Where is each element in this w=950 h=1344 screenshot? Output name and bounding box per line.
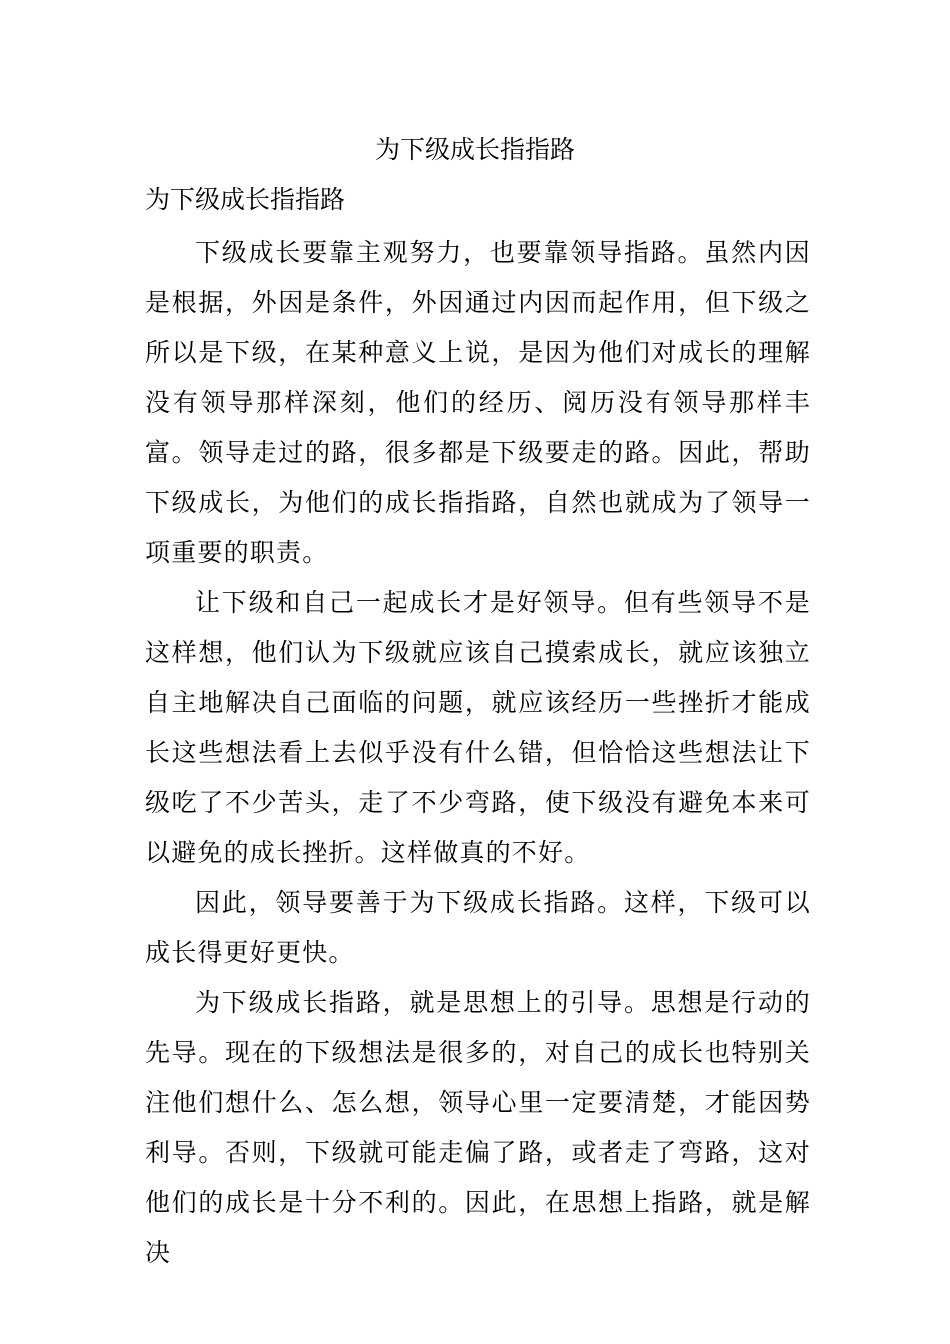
document-body xyxy=(145,228,811,1278)
document-subtitle: 为下级成长指指路 xyxy=(145,185,346,214)
paragraph-2: 让下级和自己一起成长才是好领导。但有些领导不是这样想，他们认为下级就应该自己摸索成长，就应该独立自主地解决自己面临的问题，就应该经历一些挫折才能成长这些想法看上去似乎没有什么错，但恰恰这些想法让下级吃了不少苦头，走了不少弯路，使下级没有避免本来可以避免的成长挫折。这样做真的不好。 xyxy=(145,588,811,867)
document-title: 为下级成长指指路 xyxy=(374,135,575,164)
paragraph-4: 为下级成长指路，就是思想上的引导。思想是行动的先导。现在的下级想法是很多的，对自己的成长也特别关注他们想什么、怎么想，领导心里一定要清楚，才能因势利导。否则，下级就可能走偏了路，或者走了弯路，这对他们的成长是十分不利的。因此，在思想上指路，就是解决 xyxy=(145,988,811,1267)
paragraph-1: 下级成长要靠主观努力，也要靠领导指路。虽然内因是根据，外因是条件，外因通过内因而起作用，但下级之所以是下级，在某种意义上说，是因为他们对成长的理解没有领导那样深刻，他们的经历、阅历没有领导那样丰富。领导走过的路，很多都是下级要走的路。因此，帮助下级成长，为他们的成长指指路，自然也就成为了领导一项重要的职责。 xyxy=(145,238,811,567)
paragraph-3: 因此，领导要善于为下级成长指路。这样，下级可以成长得更好更快。 xyxy=(145,888,811,967)
